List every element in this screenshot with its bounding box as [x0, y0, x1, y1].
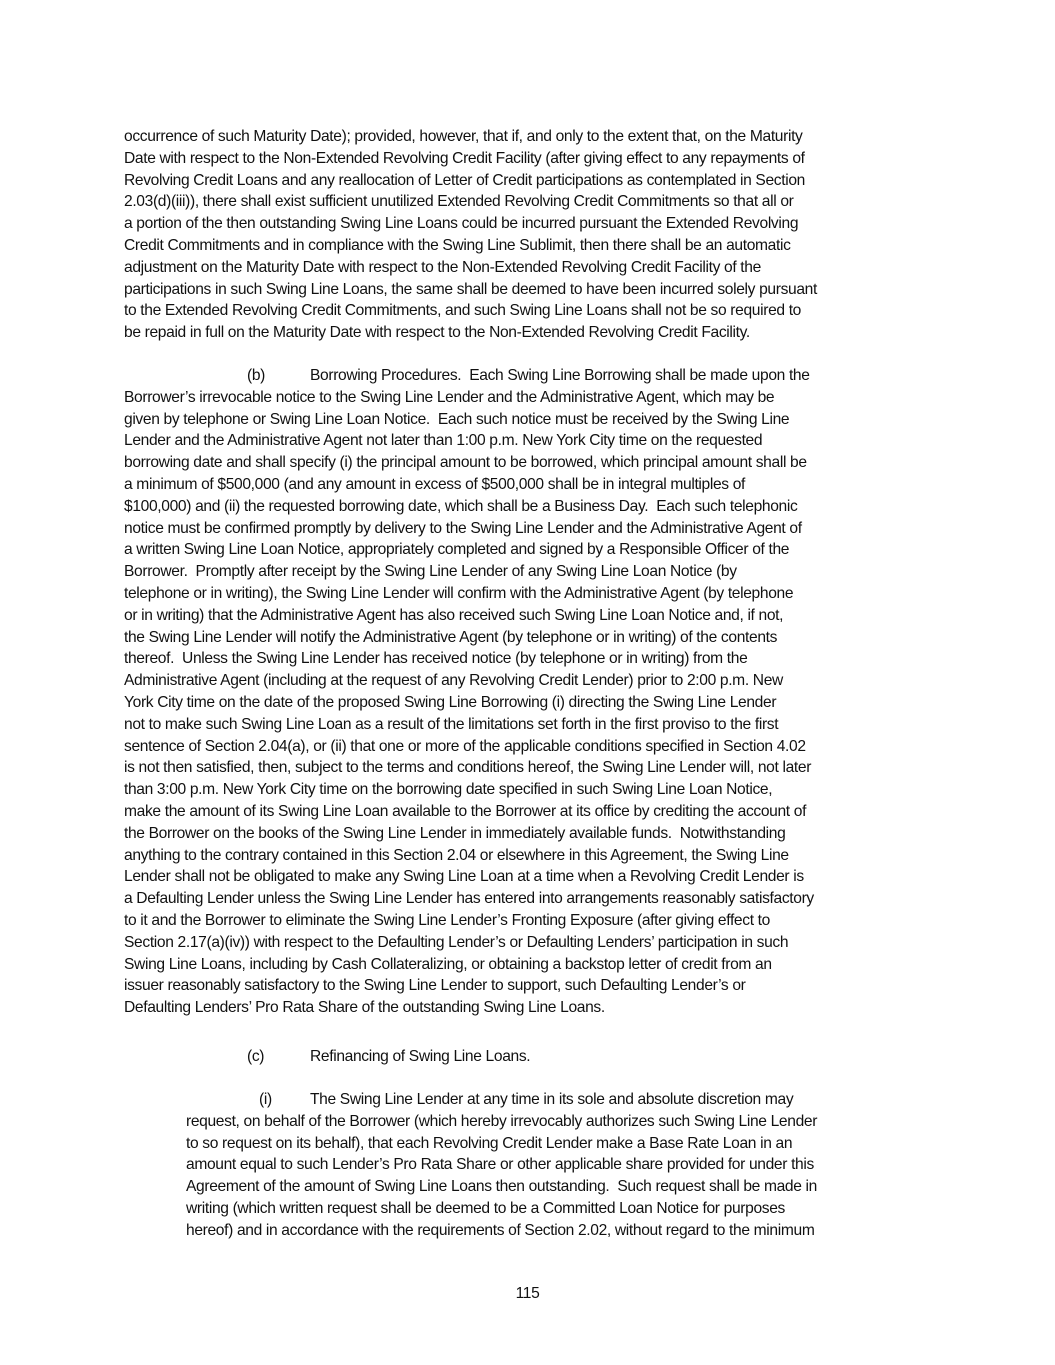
clause-number-c: (c): [247, 1048, 265, 1065]
paragraph-refinancing-heading: [124, 1046, 944, 1068]
clause-text-b: Borrowing Procedures. Each Swing Line Borrowing shall be made upon the Borrower’s irrevocable notice to the Swing Line Lender and the Administrative Agent, which may be given by telephone or Swing Line Loan Notice. Each such notice must be received by the Swing Line Lender and the Administrative Agent not later than 1:00 p.m. New York City time on the requested borrowing date and shall specify (i) the principal amount to be borrowed, which principal amount shall be a minimum of $500,000 (and any amount in excess of $500,000 shall be in integral multiples of $100,000) and (ii) the requested borrowing date, which shall be a Business Day. Each such telephonic notice must be confirmed promptly by delivery to the Swing Line Lender and the Administrative Agent of a written Swing Line Loan Notice, appropriately completed and signed by a Responsible Officer of the Borrower. Promptly after receipt by the Swing Line Lender of any Swing Line Loan Notice (by telephone or in writing), the Swing Line Lender will confirm with the Administrative Agent (by telephone or in writing) that the Administrative Agent has also received such Swing Line Loan Notice and, if not, the Swing Line Lender will notify the Administrative Agent (by telephone or in writing) of the contents thereof. Unless the Swing Line Lender has received notice (by telephone or in writing) from the Administrative Agent (including at the request of any Revolving Credit Lender) prior to 2:00 p.m. New York City time on the date of the proposed Swing Line Borrowing (i) directing the Swing Line Lender not to make such Swing Line Loan as a result of the limitations set forth in the first proviso to the first sentence of Section 2.04(a), or (ii) that one or more of the applicable conditions specified in Section 4.02 is not then satisfied, then, subject to the terms and conditions hereof, the Swing Line Lender will, not later than 3:00 p.m. New York City time on the borrowing date specified in such Swing Line Loan Notice, make the amount of its Swing Line Loan available to the Borrower at its office by crediting the account of the Borrower on the books of the Swing Line Lender in immediately available funds. Notwithstanding anything to the contrary contained in this Section 2.04 or elsewhere in this Agreement, the Swing Line Lender shall not be obligated to make any Swing Line Loan at a time when a Revolving Credit Lender is a Defaulting Lender unless the Swing Line Lender has entered into arrangements reasonably satisfactory to it and the Borrower to eliminate the Swing Line Lender’s Fronting Exposure (after giving effect to Section 2.17(a)(iv)) with respect to the Defaulting Lender’s or Defaulting Lenders’ participation in such Swing Line Loans, including by Cash Collateralizing, or obtaining a backstop letter of credit from an issuer reasonably satisfactory to the Swing Line Lender to support, such Defaulting Lender’s or Defaulting Lenders’ Pro Rata Share of the outstanding Swing Line Loans.: [124, 367, 814, 1017]
paragraph-borrowing-procedures: [124, 365, 944, 1019]
clause-text-i: The Swing Line Lender at any time in its sole and absolute discretion may request, on behalf of the Borrower (which hereby irrevocably authorizes such Swing Line Lender to so request on its behalf), that each Revolving Credit Lender make a Base Rate Loan in an amount equal to such Lender’s Pro Rata Share or other applicable share provided for under this Agreement of the amount of Swing Line Loans then outstanding. Such request shall be made in writing (which written request shall be deemed to be a Committed Loan Notice for purposes hereof) and in accordance with the requirements of Section 2.02, without regard to the minimum: [186, 1091, 818, 1239]
page-number: 115: [515, 1285, 540, 1302]
paragraph-maturity-proviso: occurrence of such Maturity Date); provided, however, that if, and only to the extent that, on the Maturity Date with respect to the Non-Extended Revolving Credit Facility (after giving effect to any repayments of Revolving Credit Loans and any reallocation of Letter of Credit participations as contemplated in Section 2.03(d)(iii)), there shall exist sufficient unutilized Extended Revolving Credit Commitments so that all or a portion of the then outstanding Swing Line Loans could be incurred pursuant the Extended Revolving Credit Commitments and in compliance with the Swing Line Sublimit, then there shall be an automatic adjustment on the Maturity Date with respect to the Non-Extended Revolving Credit Facility of the participations in such Swing Line Loans, the same shall be deemed to have been incurred solely pursuant to the Extended Revolving Credit Commitments, and such Swing Line Loans shall not be so required to be repaid in full on the Maturity Date with respect to the Non-Extended Revolving Credit Facility.: [124, 128, 817, 342]
clause-text-c: Refinancing of Swing Line Loans.: [310, 1048, 531, 1065]
paragraph-refinancing-i: [186, 1089, 942, 1242]
clause-number-i: (i): [259, 1091, 272, 1108]
clause-number-b: (b): [247, 367, 266, 384]
